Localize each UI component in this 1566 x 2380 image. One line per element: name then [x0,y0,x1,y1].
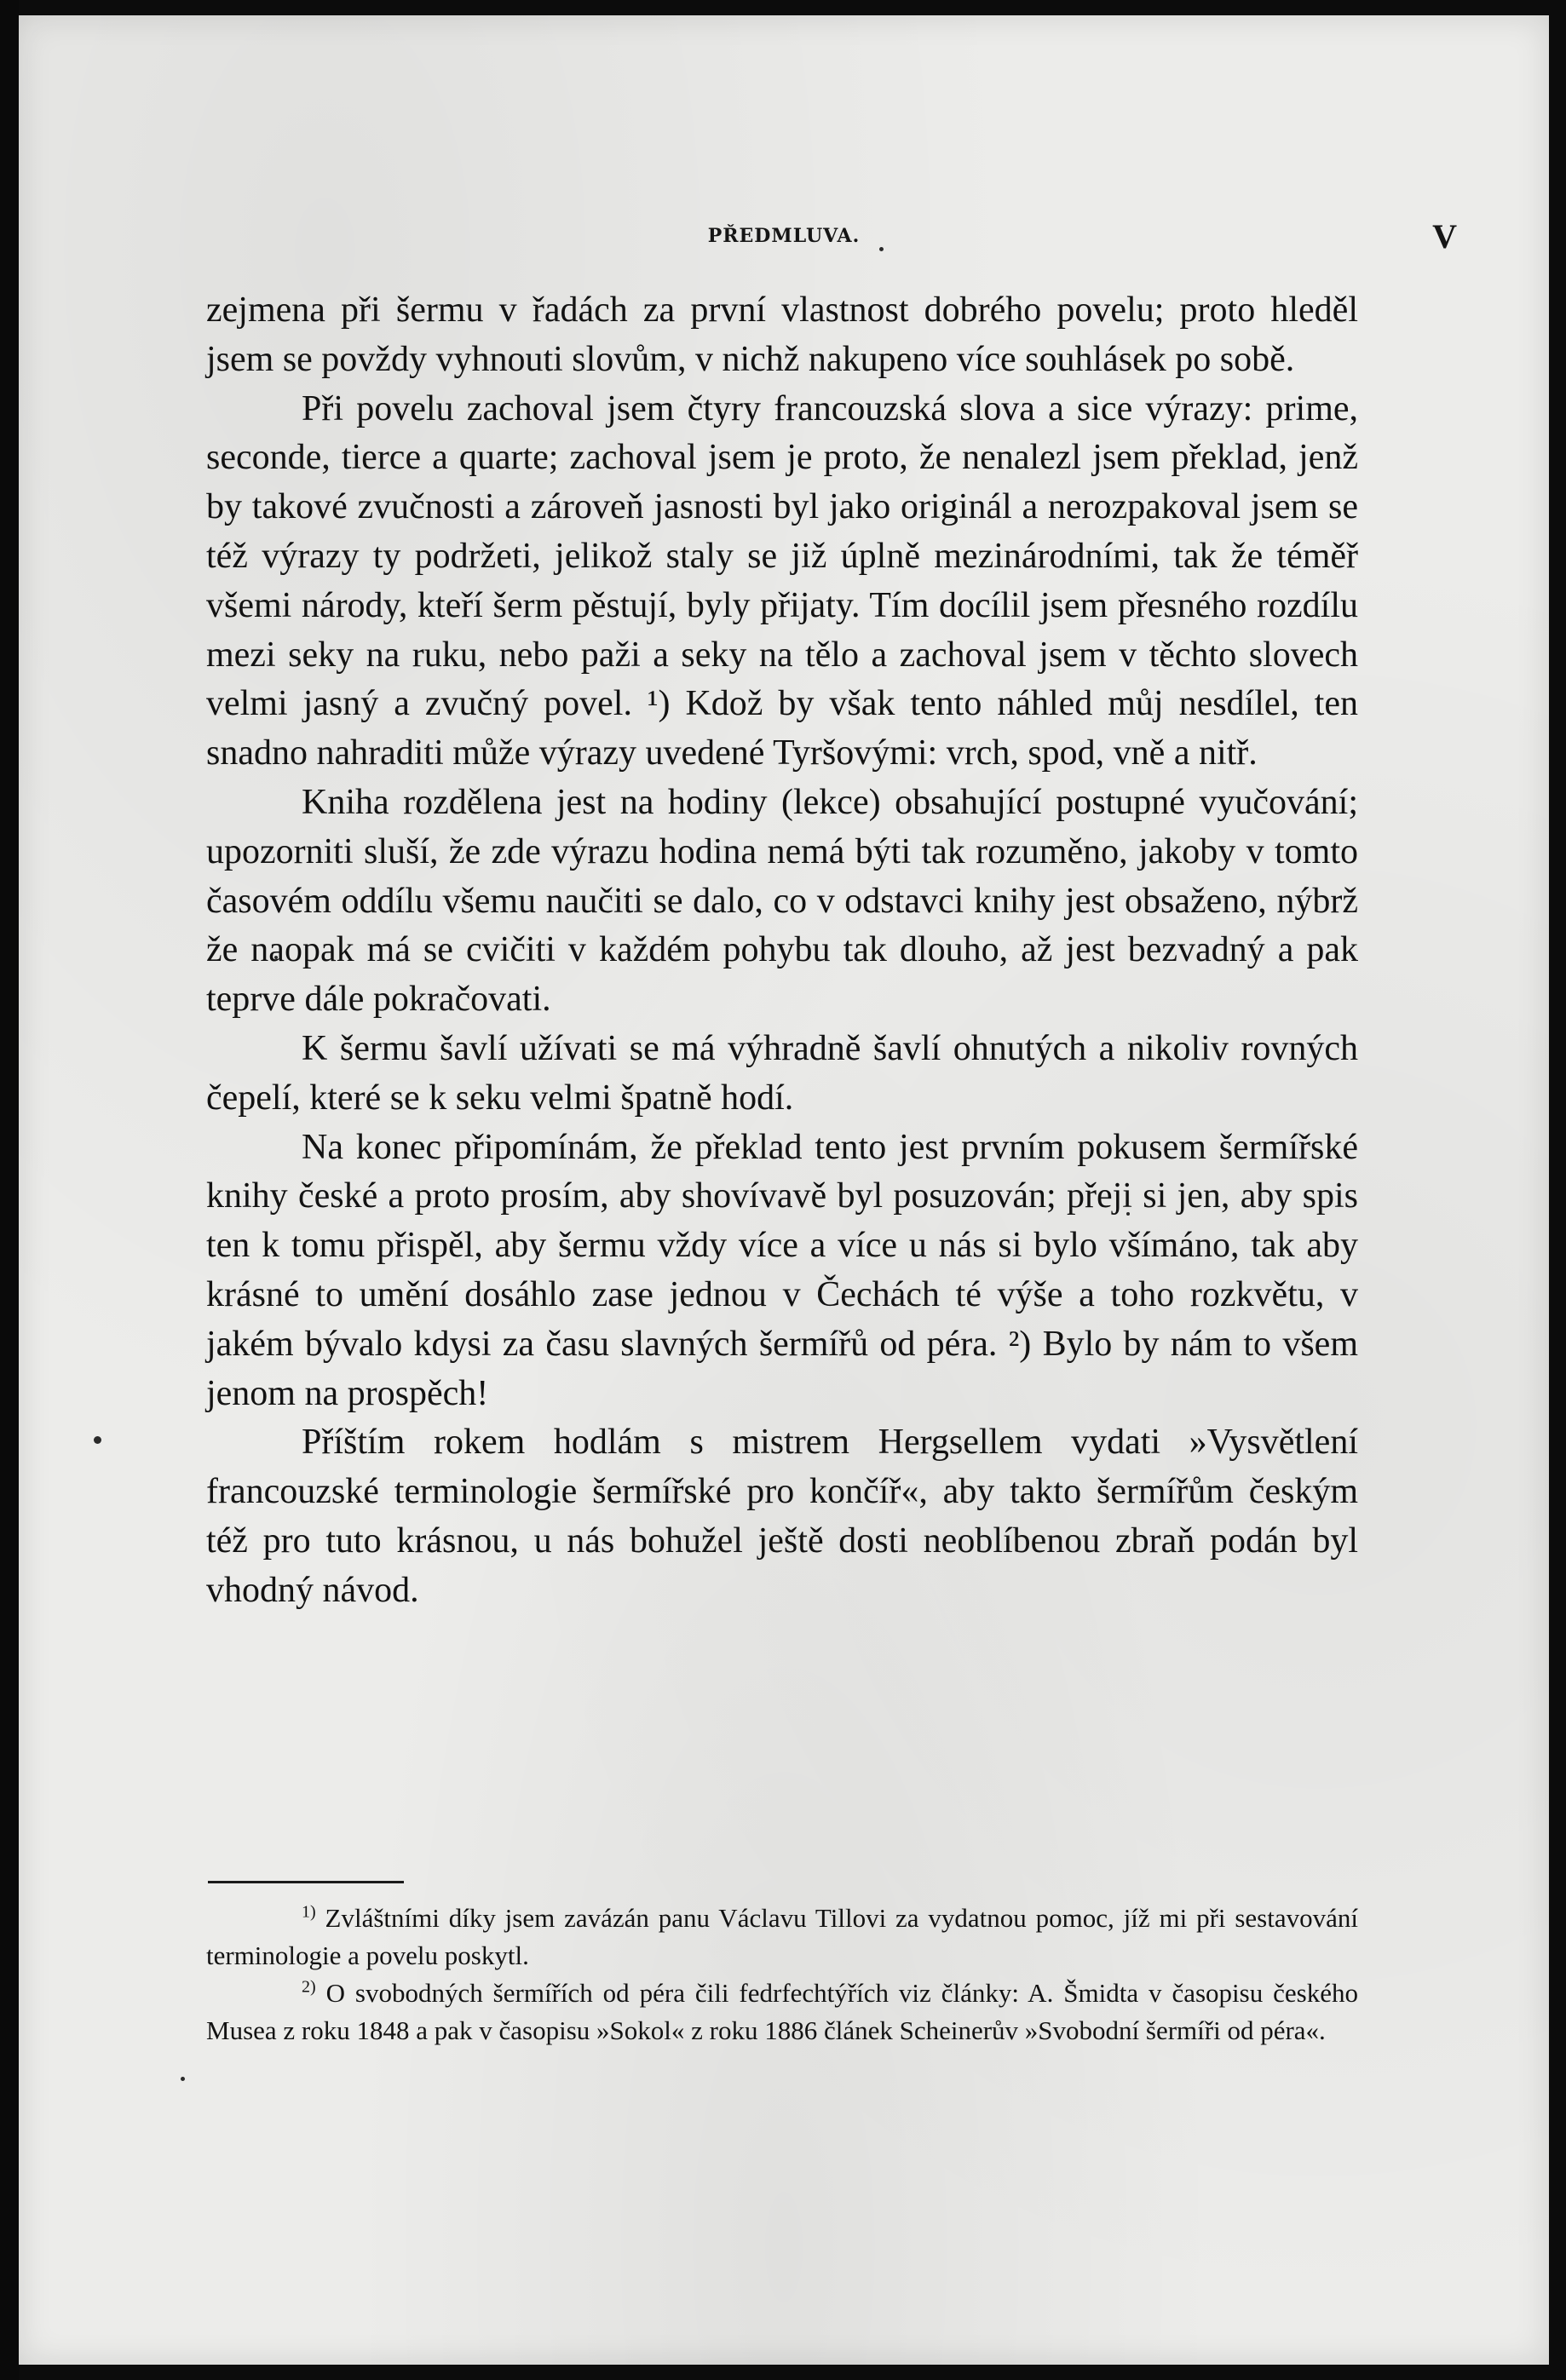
paper-sheet [19,15,1549,2365]
footnote-1 [206,1900,1358,1975]
footnote-divider [208,1881,404,1883]
paragraph-4: K šermu šavlí užívati se má výhradně šavlí ohnutých a nikoliv rovných čepelí, které se k seku velmi špatně hodí. [206,1028,1358,1118]
paragraph-3: Kniha rozdělena jest na hodiny (lekce) obsahující postupné vyučování; upozorniti sluší, že zde výrazu hodina nemá býti tak rozuměno, jakoby v tomto časovém oddílu všemu naučiti se dalo, co v odstavci knihy jest obsaženo, nýbrž že naopak má se cvičiti v každém pohybu tak dlouho, až jest bezvadný a pak teprve dále pokračovati. [206,782,1358,1020]
footnote-mark: 1) [302,1902,316,1922]
footnote-text: Zvláštními díky jsem zavázán panu Václavu Tillovi za vydatnou pomoc, jíž mi při sestavování terminologie a povelu poskytl. [206,1903,1358,1970]
footnote-2 [206,1975,1358,2049]
body-text [206,286,1358,1616]
page-edge-shadow [0,0,19,2380]
paragraph-2: Při povelu zachoval jsem čtyry francouzská slova a sice výrazy: prime, seconde, tierce a quarte; zachoval jsem je proto, že nenalezl jsem překlad, jenž by takové zvučnosti a zároveň jasnosti byl jako originál a nerozpakoval jsem se též výrazy ty podržeti, jelikož staly se již úplně mezinárodními, tak že téměř všemi národy, kteří šerm pěstují, byly přijaty. Tím docílil jsem přesného rozdílu mezi seky na ruku, nebo paži a seky na tělo a zachoval jsem v těchto slovech velmi jasný a zvučný povel. ¹) Kdož by však tento náhled můj nesdílel, ten snadno nahraditi může výrazy uvedené Tyršovými: vrch, spod, vně a nitř. [206,388,1358,773]
page-number: V [1432,217,1457,256]
running-head: PŘEDMLUVA. [707,225,861,247]
footnote-mark: 2) [302,1977,316,1997]
footnotes [206,1900,1358,2049]
paragraph-6: Příštím rokem hodlám s mistrem Hergsellem vydati »Vysvětlení francouzské terminologie šermířské pro končíř«, aby takto šermířům českým též pro tuto krásnou, u nás bohužel ještě dosti neoblíbenou zbraň podán byl vhodný návod. [206,1423,1358,1610]
scan-speck [94,1436,101,1444]
footnote-text: O svobodných šermířích od péra čili fedrfechtýřích viz články: A. Šmidta v časopisu českého Musea z roku 1848 a pak v časopisu »Sokol« z roku 1886 článek Scheinerův »Svobodní šermíři od péra«. [206,1978,1358,2045]
paragraph-5: Na konec připomínám, že překlad tento jest prvním pokusem šermířské knihy české a proto prosím, aby shovívavě byl posuzován; přeji si jen, aby spis ten k tomu přispěl, aby šermu vždy více a více u nás si bylo všímáno, tak aby krásné to umění dosáhlo zase jednou v Čechách té výše a toho rozkvětu, v jakém bývalo kdysi za času slavných šermířů od péra. ²) Bylo by nám to všem jenom na prospěch! [206,1127,1358,1413]
scan-speck [181,2077,185,2081]
paragraph-1: zejmena při šermu v řadách za první vlastnost dobrého povelu; proto hleděl jsem se povždy vyhnouti slovům, v nichž nakupeno více souhlásek po sobě. [206,290,1358,379]
page-header [19,217,1549,256]
